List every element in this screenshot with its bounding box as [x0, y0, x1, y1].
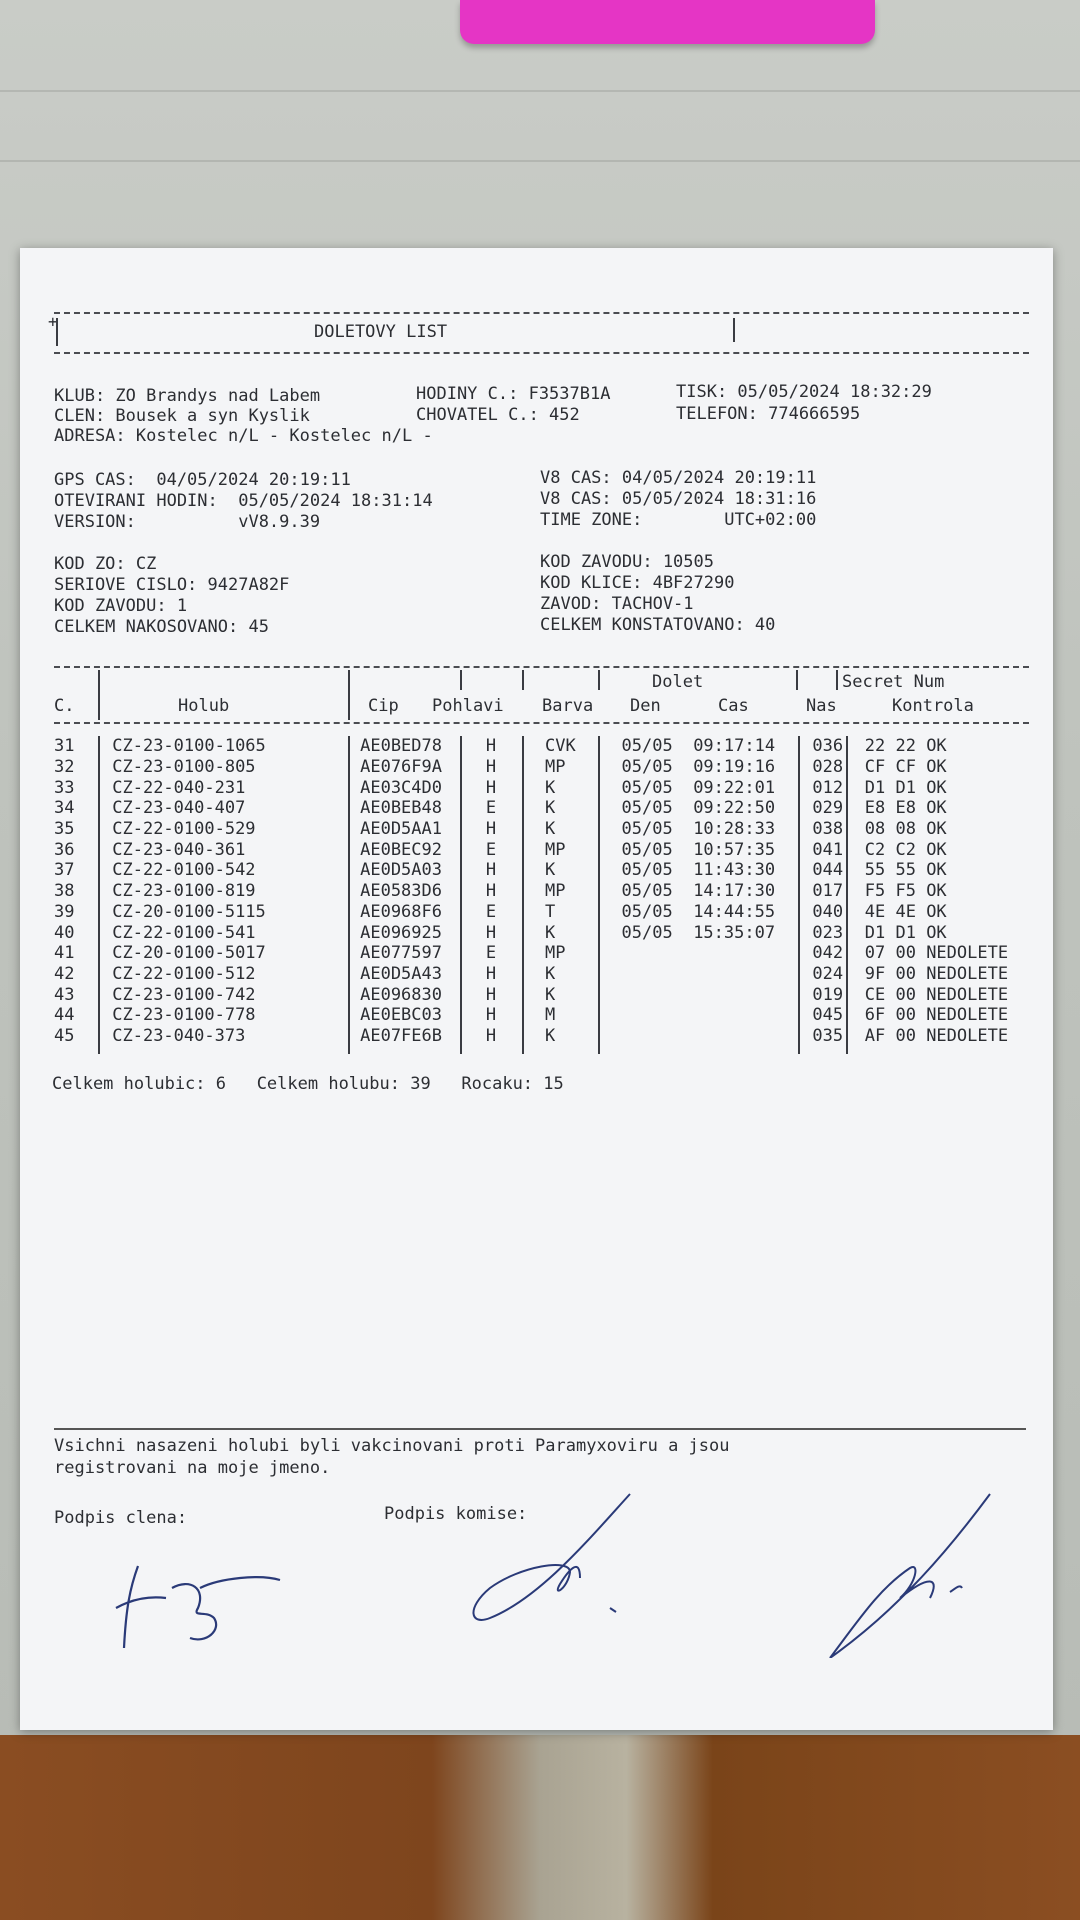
- cell-barva: M: [545, 1005, 556, 1026]
- cell-holub: CZ-23-040-361: [112, 839, 246, 860]
- cell-nas: 045: [812, 1005, 844, 1026]
- cell-cip: AE0BEB48: [360, 798, 442, 819]
- cell-den: [612, 984, 690, 1005]
- cell-kontrola: 9F 00 NEDOLETE: [864, 963, 1009, 984]
- cell-barva: K: [545, 819, 556, 840]
- table-row: [20, 943, 1053, 964]
- header-dolet: Dolet: [652, 672, 704, 692]
- cell-nas: 041: [812, 839, 844, 860]
- cell-den: 05/05: [621, 819, 673, 840]
- cell-c: 39: [54, 901, 75, 922]
- cell-den: [612, 943, 690, 964]
- cell-kontrola: C2 C2 OK: [864, 839, 947, 860]
- table-row: [20, 777, 1053, 798]
- cell-holub: CZ-23-0100-1065: [112, 736, 266, 757]
- cell-holub: CZ-23-0100-778: [112, 1005, 256, 1026]
- v8-cas-field-1: V8 CAS: 04/05/2024 20:19:11: [540, 468, 817, 488]
- cell-cas: 11:43:30: [693, 860, 776, 881]
- table-row: [20, 1005, 1053, 1026]
- cell-cas: 14:17:30: [693, 881, 776, 902]
- cell-holub: CZ-20-0100-5115: [112, 901, 266, 922]
- cell-kontrola: D1 D1 OK: [864, 777, 947, 798]
- cell-cip: AE0968F6: [360, 901, 442, 922]
- document-sheet: + DOLETOVY LIST KLUB: ZO Brandys nad Labem HODINY C.: F3537B1A TISK: 05/05/2024 18:32:29 CLEN: Bousek a syn Kyslik CHOVATEL C.: 452 TELEFON: 774666595 ADRESA: Kostelec n/L - Kostelec n/L - GPS CAS: 04/05/2024 20:19:11 V8 CAS: 04/05/2024 20:19:11 OTEVIRANI HODIN: 05/05/2024 18:31:14 V8 CAS: 05/05/2024 18:31:16 VERSION: vV8.9.39 TIME ZONE: UTC+02:00 KOD ZO: CZ KOD ZAVODU: 10505 SERIOVE CISLO: 9427A82F KOD KLICE: 4BF27290 KOD ZAVODU: 1 ZAVOD: TACHOV-1 CELKEM NAKOSOVANO: 45 CELKEM KONSTATOVANO: 40 Dolet Secret Num C. Holub Cip Pohlavi Barva Den Cas Nas Kontrola 31 CZ-23-0100-1065 AE0BED78 H CVK 05/05 09:17:14 036 22 22 OK 32 CZ-23-0100-805 AE076F9A H MP 05/05 09:19:16 028 CF CF OK 33 CZ-22-040-231 AE03C4D0 H K 05/05 09:22:01 012 D1 D1 OK 34 CZ-23-040-407 AE0BEB48 E K 05/05 09:22:50 029 E8 E8 OK 35 CZ-22-0100-529 AE0D5AA1 H K 05/05 10:28:33 038 08 08 OK 36 CZ-23-040-361 AE0BEC92 E MP 05/05 10:57:35 041 C2 C2 OK 37 CZ-22-0100-542 AE0D5A03 H K 05/05 11:43:30 044 55 55 OK 38 CZ-23-0100-819 AE0583D6 H MP 05/05 14:17:30 017 F5 F5 OK 39 CZ-20-0100-5115 AE0968F6 E T 05/05 14:44:55 040 4E 4E OK 40 CZ-22-0100-541 AE096925 H K 05/05 15:35:07 023 D1 D1 OK 41 CZ-20-0100-5017 AE077597 E MP 042 07 00 NEDOLETE 42 CZ-22-0100-512 AE0D5A43 H K 024 9F 00 NEDOLETE 43 CZ-23-0100-742 AE096830 H K 019 CE 00 NEDOLETE 44 CZ-23-0100-778 AE0EBC03 H M 045 6F 00 NEDOLETE 45 CZ-23-040-373 AE07FE6B H K 035 AF 00 NEDOLETE Celkem holubic: 6 Celkem holubu: 39 Rocaku: 15 Vsichni nasazeni holubi byli vakcinovani proti Paramyxoviru a jsou registrovani na moje jmeno. Podpis clena: Podpis komise:: [20, 248, 1053, 1730]
- cell-holub: CZ-23-0100-805: [112, 757, 256, 778]
- cell-nas: 042: [812, 943, 844, 964]
- cell-nas: 023: [812, 922, 844, 943]
- vaccination-statement-line2: registrovani na moje jmeno.: [54, 1458, 331, 1478]
- cell-nas: 035: [812, 1025, 844, 1046]
- cell-den: 05/05: [621, 777, 673, 798]
- cell-kontrola: 07 00 NEDOLETE: [864, 943, 1009, 964]
- podpis-clena-label: Podpis clena:: [54, 1508, 188, 1528]
- cell-holub: CZ-20-0100-5017: [112, 943, 266, 964]
- cell-barva: K: [545, 963, 556, 984]
- cell-den: 05/05: [621, 922, 673, 943]
- header-secret-num: Secret Num: [842, 672, 945, 692]
- cell-barva: MP: [545, 757, 566, 778]
- cell-pohlavi: E: [485, 798, 497, 819]
- table-row: [20, 860, 1053, 881]
- table-row: [20, 964, 1053, 985]
- document-title: DOLETOVY LIST: [314, 322, 448, 342]
- cell-cip: AE077597: [360, 943, 442, 964]
- header-nas: Nas: [806, 696, 837, 716]
- cell-cas: [689, 984, 808, 1005]
- table-row: [20, 819, 1053, 840]
- cell-den: [612, 964, 690, 985]
- cell-cas: [689, 1005, 808, 1026]
- cell-cip: AE096925: [360, 922, 442, 943]
- adresa-field: ADRESA: Kostelec n/L - Kostelec n/L -: [54, 426, 433, 446]
- cell-c: 31: [54, 736, 75, 757]
- cell-holub: CZ-22-0100-529: [112, 819, 256, 840]
- vaccination-statement-line1: Vsichni nasazeni holubi byli vakcinovani proti Paramyxoviru a jsou: [54, 1436, 730, 1456]
- telefon-field: TELEFON: 774666595: [676, 404, 861, 424]
- cell-nas: 028: [812, 757, 844, 778]
- klub-field: KLUB: ZO Brandys nad Labem: [54, 386, 321, 406]
- floor-background: [0, 1735, 1080, 1920]
- cell-cas: 10:57:35: [693, 839, 776, 860]
- cell-cip: AE0EBC03: [360, 1005, 442, 1026]
- cell-barva: K: [545, 1025, 556, 1046]
- cell-pohlavi: H: [485, 860, 497, 881]
- header-cas: Cas: [718, 696, 749, 716]
- kod-klice-field: KOD KLICE: 4BF27290: [540, 573, 735, 593]
- cell-den: 05/05: [621, 757, 673, 778]
- cell-kontrola: 4E 4E OK: [864, 901, 947, 922]
- cell-c: 37: [54, 860, 75, 881]
- pink-object: [460, 0, 875, 44]
- cell-holub: CZ-23-040-407: [112, 798, 246, 819]
- header-top-rule: [54, 312, 1029, 314]
- header-bottom-rule: [54, 352, 1029, 354]
- cell-cas: 09:22:01: [693, 777, 776, 798]
- header-kontrola: Kontrola: [892, 696, 974, 716]
- table-row: [20, 736, 1053, 757]
- cell-cas: 15:35:07: [693, 922, 776, 943]
- cell-c: 41: [54, 943, 75, 964]
- birds-table: [20, 736, 1053, 1046]
- cell-holub: CZ-22-0100-512: [112, 963, 256, 984]
- cell-pohlavi: E: [485, 839, 497, 860]
- chovatel-field: CHOVATEL C.: 452: [416, 405, 580, 425]
- table-row: [20, 881, 1053, 902]
- cell-pohlavi: H: [485, 736, 497, 757]
- cell-pohlavi: H: [485, 984, 497, 1005]
- cell-nas: 019: [812, 984, 844, 1005]
- kod-zavodu-left-field: KOD ZAVODU: 1: [54, 596, 188, 616]
- cell-cas: 09:22:50: [693, 798, 776, 819]
- clen-field: CLEN: Bousek a syn Kyslik: [54, 406, 310, 426]
- cell-holub: CZ-22-0100-541: [112, 922, 256, 943]
- member-signature: [110, 1548, 300, 1658]
- cell-pohlavi: E: [485, 943, 497, 964]
- cell-den: 05/05: [621, 881, 673, 902]
- cell-c: 38: [54, 881, 75, 902]
- cell-cip: AE0BED78: [360, 736, 442, 757]
- table-row: [20, 839, 1053, 860]
- cell-kontrola: E8 E8 OK: [864, 798, 947, 819]
- cell-c: 32: [54, 757, 75, 778]
- cell-kontrola: CE 00 NEDOLETE: [864, 984, 1009, 1005]
- header-barva: Barva: [542, 696, 594, 716]
- cell-den: 05/05: [621, 798, 673, 819]
- cell-nas: 029: [812, 798, 844, 819]
- header-bottom-rule-table: [54, 722, 1029, 724]
- cell-barva: T: [545, 901, 556, 922]
- table-row: [20, 1026, 1053, 1047]
- table-row: [20, 922, 1053, 943]
- cell-cas: [689, 964, 808, 985]
- cell-cas: [689, 1026, 808, 1047]
- footer-rule: [54, 1428, 1026, 1430]
- cell-pohlavi: H: [485, 881, 497, 902]
- cell-c: 40: [54, 922, 75, 943]
- gps-cas-field: GPS CAS: 04/05/2024 20:19:11: [54, 470, 351, 490]
- table-row: [20, 902, 1053, 923]
- cell-barva: K: [545, 984, 556, 1005]
- cell-nas: 038: [812, 819, 844, 840]
- cell-cip: AE0BEC92: [360, 839, 442, 860]
- cell-cas: 09:19:16: [693, 757, 776, 778]
- cell-pohlavi: H: [485, 777, 497, 798]
- kod-zavodu-right-field: KOD ZAVODU: 10505: [540, 552, 714, 572]
- cell-holub: CZ-22-040-231: [112, 777, 246, 798]
- cell-den: 05/05: [621, 901, 673, 922]
- cell-barva: MP: [545, 943, 566, 964]
- cell-kontrola: F5 F5 OK: [864, 881, 947, 902]
- cell-nas: 024: [812, 963, 844, 984]
- cell-cas: 09:17:14: [693, 736, 776, 757]
- cell-c: 43: [54, 984, 75, 1005]
- totals-line: Celkem holubic: 6 Celkem holubu: 39 Rocaku: 15: [52, 1074, 564, 1094]
- header-c: C.: [54, 696, 75, 716]
- cell-cip: AE076F9A: [360, 757, 442, 778]
- cell-kontrola: AF 00 NEDOLETE: [864, 1025, 1009, 1046]
- cell-barva: K: [545, 860, 556, 881]
- cell-holub: CZ-22-0100-542: [112, 860, 256, 881]
- committee-signature-1: [460, 1488, 660, 1638]
- cell-barva: MP: [545, 839, 566, 860]
- cell-den: 05/05: [621, 736, 673, 757]
- cell-cip: AE0D5A03: [360, 860, 442, 881]
- cell-barva: CVK: [545, 736, 576, 757]
- cell-pohlavi: H: [485, 922, 497, 943]
- cell-kontrola: 22 22 OK: [864, 736, 947, 757]
- celkem-konstatovano-field: CELKEM KONSTATOVANO: 40: [540, 615, 776, 635]
- cell-c: 33: [54, 777, 75, 798]
- table-row: [20, 798, 1053, 819]
- otevirani-hodin-field: OTEVIRANI HODIN: 05/05/2024 18:31:14: [54, 491, 433, 511]
- cell-cip: AE0D5A43: [360, 963, 442, 984]
- cell-nas: 036: [812, 736, 844, 757]
- cell-c: 36: [54, 839, 75, 860]
- cell-kontrola: 08 08 OK: [864, 819, 947, 840]
- table-row: [20, 984, 1053, 1005]
- podpis-komise-label: Podpis komise:: [384, 1504, 528, 1524]
- header-cip: Cip: [368, 696, 399, 716]
- cell-c: 35: [54, 819, 75, 840]
- cell-nas: 044: [812, 860, 844, 881]
- committee-signature-2: [800, 1488, 1000, 1658]
- seriove-cislo-field: SERIOVE CISLO: 9427A82F: [54, 575, 290, 595]
- cell-barva: K: [545, 798, 556, 819]
- cell-pohlavi: H: [485, 963, 497, 984]
- cell-cip: AE03C4D0: [360, 777, 442, 798]
- tisk-field: TISK: 05/05/2024 18:32:29: [676, 382, 932, 402]
- table-row: [20, 757, 1053, 778]
- header-den: Den: [630, 696, 661, 716]
- cell-holub: CZ-23-0100-742: [112, 984, 256, 1005]
- cell-cip: AE096830: [360, 984, 442, 1005]
- cell-barva: K: [545, 777, 556, 798]
- cell-barva: K: [545, 922, 556, 943]
- cell-kontrola: D1 D1 OK: [864, 922, 947, 943]
- hodiny-field: HODINY C.: F3537B1A: [416, 384, 611, 404]
- cell-c: 44: [54, 1005, 75, 1026]
- table-top-rule: [54, 666, 1029, 668]
- cell-c: 45: [54, 1025, 75, 1046]
- version-field: VERSION: vV8.9.39: [54, 512, 321, 532]
- cell-cas: [689, 943, 808, 964]
- cell-pohlavi: H: [485, 1005, 497, 1026]
- cell-cip: AE07FE6B: [360, 1025, 442, 1046]
- cell-kontrola: 55 55 OK: [864, 860, 947, 881]
- cell-nas: 012: [812, 777, 844, 798]
- time-zone-field: TIME ZONE: UTC+02:00: [540, 510, 817, 530]
- celkem-nakosovano-field: CELKEM NAKOSOVANO: 45: [54, 617, 269, 637]
- zavod-field: ZAVOD: TACHOV-1: [540, 594, 694, 614]
- cell-holub: CZ-23-040-373: [112, 1025, 246, 1046]
- cell-den: [612, 1005, 690, 1026]
- cell-c: 34: [54, 798, 75, 819]
- cell-cas: 14:44:55: [693, 901, 776, 922]
- header-pohlavi: Pohlavi: [432, 696, 504, 716]
- cell-cip: AE0583D6: [360, 881, 442, 902]
- cell-barva: MP: [545, 881, 566, 902]
- cell-kontrola: 6F 00 NEDOLETE: [864, 1005, 1009, 1026]
- cell-kontrola: CF CF OK: [864, 757, 947, 778]
- v8-cas-field-2: V8 CAS: 05/05/2024 18:31:16: [540, 489, 817, 509]
- kod-zo-field: KOD ZO: CZ: [54, 554, 157, 574]
- cell-pohlavi: H: [485, 819, 497, 840]
- cell-nas: 040: [812, 901, 844, 922]
- cell-cip: AE0D5AA1: [360, 819, 442, 840]
- cell-pohlavi: E: [485, 901, 497, 922]
- cell-holub: CZ-23-0100-819: [112, 881, 256, 902]
- cell-den: 05/05: [621, 839, 673, 860]
- cell-cas: 10:28:33: [693, 819, 776, 840]
- cell-pohlavi: H: [485, 1025, 497, 1046]
- cell-den: [612, 1026, 690, 1047]
- cell-den: 05/05: [621, 860, 673, 881]
- cell-c: 42: [54, 963, 75, 984]
- cell-nas: 017: [812, 881, 844, 902]
- header-holub: Holub: [178, 696, 230, 716]
- cell-pohlavi: H: [485, 757, 497, 778]
